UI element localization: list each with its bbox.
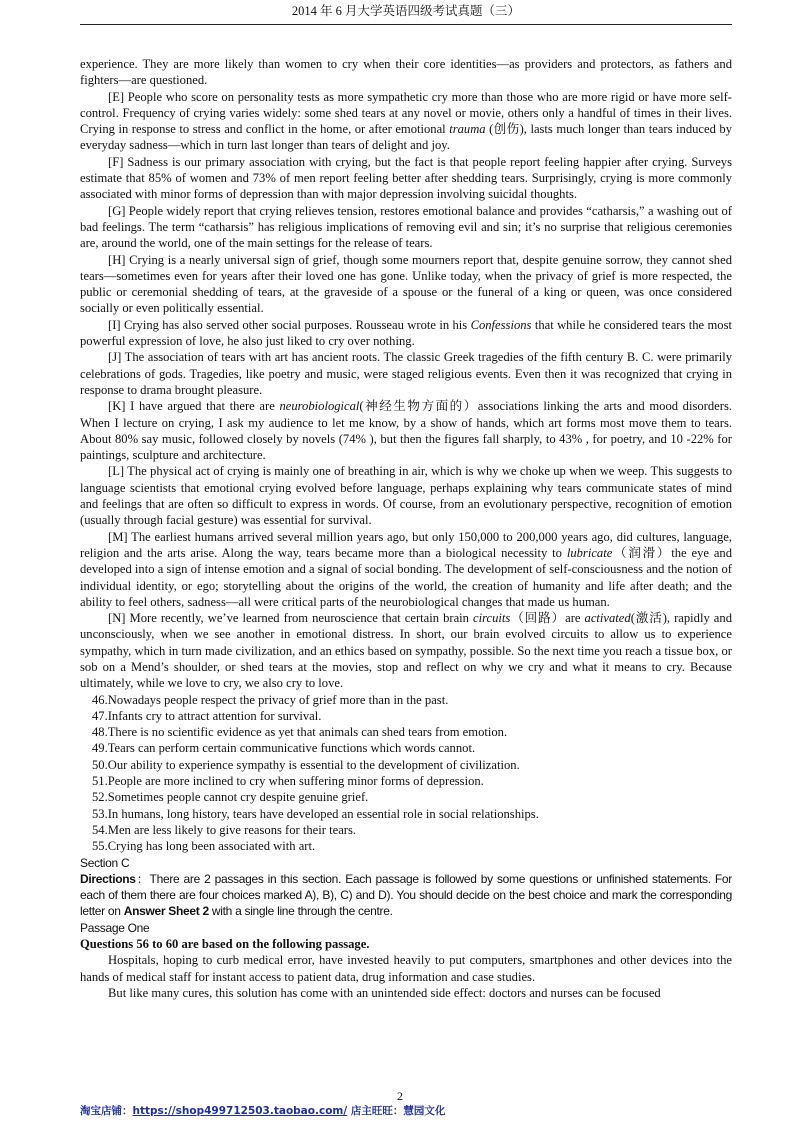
passage-paragraph-1: Hospitals, hoping to curb medical error, have invested heavily to put computers, smartphones and other devices into the hands of medical staff for instant access to patient data, drug information and case studies. <box>80 953 732 984</box>
question-49: 49.Tears can perform certain communicative functions which words cannot. <box>92 741 476 756</box>
question-55: 55.Crying has long been associated with art. <box>92 839 316 854</box>
paragraph-n: [N] More recently, we’ve learned from neuroscience that certain brain circuits（回路）are activated(激活), rapidly and unconsciously, when we see another in emotional distress. In short, our brain evolved circuits to allow us to experience sympathy, which in turn made civilization, and an ethics based on sympathy, possible. So the next time you reach a tissue box, or sob on a Mend’s shoulder, or shed tears at the movies, stop and reflect on why we cry and what it means to cry. Because ultimately, while we love to cry, we also cry to love. <box>80 611 732 691</box>
shop-label: 淘宝店铺： <box>80 1105 133 1117</box>
passage-paragraph-2: But like many cures, this solution has come with an unintended side effect: doctors and nurses can be focused <box>108 985 661 1000</box>
paragraph-m: [M] The earliest humans arrived several million years ago, but only 150,000 to 200,000 years ago, did cultures, language, religion and the arts arise. Along the way, tears became more than a biological necessity to lubricate（润滑）the eye and developed into a sign of intense emotion and a signal of social bonding. The development of self-consciousness and the notion of individual identity, or ego; storytelling about the origins of the world, the creation of humanity and life after death; and the ability to feel others, sadness—all were critical parts of the neurobiological changes that made us human. <box>80 529 733 609</box>
question-52: 52.Sometimes people cannot cry despite genuine grief. <box>92 790 369 805</box>
page-number: 2 <box>397 1089 403 1103</box>
question-48: 48.There is no scientific evidence as yet that animals can shed tears from emotion. <box>92 725 508 740</box>
passage-title: Passage One <box>80 920 150 935</box>
question-50: 50.Our ability to experience sympathy is essential to the development of civilization. <box>92 757 520 772</box>
owner-label: 店主旺旺：慧园文化 <box>347 1105 446 1117</box>
document-body <box>80 56 732 1001</box>
page-header: 2014 年 6 月大学英语四级考试真题（三） <box>80 0 732 25</box>
question-53: 53.In humans, long history, tears have developed an essential role in social relationships. <box>92 806 539 821</box>
questions-heading: Questions 56 to 60 are based on the following passage. <box>80 937 370 952</box>
paragraph-e: [E] People who score on personality tests as more sympathetic cry more than those who are more rigid or have more self-control. Frequency of crying varies widely: some shed tears at any novel or movie, others only a handful of times in their lives. Crying in response to stress and conflict in the home, or after emotional trauma (创伤), lasts much longer than tears induced by everyday sadness—which in turn last longer than tears of delight and joy. <box>80 89 732 153</box>
paragraph-l: [L] The physical act of crying is mainly one of breathing in air, which is why we choke up when we weep. This suggests to language scientists that emotional crying evolved before language, perhaps explaining why tears communicate states of mind and feelings that are often so difficult to express in words. Of course, from an evolutionary perspective, recognition of emotion (usually through facial gesture) was essential for survival. <box>80 464 732 528</box>
shop-link[interactable]: https://shop499712503.taobao.com/ <box>132 1105 348 1117</box>
paragraph-h: [H] Crying is a nearly universal sign of grief, though some mourners report that, despite genuine sorrow, they cannot shed tears—sometimes even for years after their loved one has gone. Unlike today, when the privacy of grief is more respected, the public or ceremonial shedding of tears, at the graveside of a spouse or the funeral of a king or queen, was once considered socially or even politically essential. <box>80 252 732 316</box>
paragraph-g: [G] People widely report that crying relieves tension, restores emotional balance and provides “catharsis,” a washing out of bad feelings. The term “catharsis” has religious implications of removing evil and sin; it’s no surprise that religious ceremonies are, around the world, one of the main settings for the release of tears. <box>80 203 732 251</box>
paragraph-intro: experience. They are more likely than women to cry when their core identities—as providers and protectors, as fathers and fighters—are questioned. <box>80 57 732 88</box>
question-54: 54.Men are less likely to give reasons for their tears. <box>92 822 357 837</box>
question-46: 46.Nowadays people respect the privacy of grief more than in the past. <box>92 692 449 707</box>
paragraph-f: [F] Sadness is our primary association with crying, but the fact is that people report feeling happier after crying. Surveys estimate that 85% of women and 73% of men report feeling better after shedding tears. Surprisingly, crying is more commonly associated with minor forms of depression than with major depression involving suicidal thoughts. <box>80 154 732 202</box>
paragraph-j: [J] The association of tears with art has ancient roots. The classic Greek tragedies of the fifth century B. C. were primarily celebrations of gods. Tragedies, like poetry and music, were staged religious events. Even then it was recognized that crying in response to drama brought pleasure. <box>80 350 732 397</box>
question-51: 51.People are more inclined to cry when suffering minor forms of depression. <box>92 774 484 789</box>
paragraph-i: [I] Crying has also served other social purposes. Rousseau wrote in his Confessions that while he considered tears the most powerful expression of love, he also just liked to cry over nothing. <box>80 317 732 349</box>
question-47: 47.Infants cry to attract attention for survival. <box>92 708 322 723</box>
section-c-title: Section C <box>80 855 130 870</box>
directions: Directions：There are 2 passages in this section. Each passage is followed by some questions or unfinished statements. For each of them there are four choices marked A), B), C) and D). You should decide on the best choice and mark the corresponding letter on Answer Sheet 2 with a single line through the centre. <box>80 871 732 919</box>
footer <box>80 1103 445 1118</box>
paragraph-k: [K] I have argued that there are neurobiological(神经生物方面的）associations linking the arts and mood disorders. When I lecture on crying, I ask my audience to let me know, by a show of hands, which art forms most move them to tears. About 80% say music, followed closely by novels (74% ), but then the figures fall sharply, to 43% , for poetry, and 10 -22% for paintings, sculpture and architecture. <box>80 399 733 463</box>
